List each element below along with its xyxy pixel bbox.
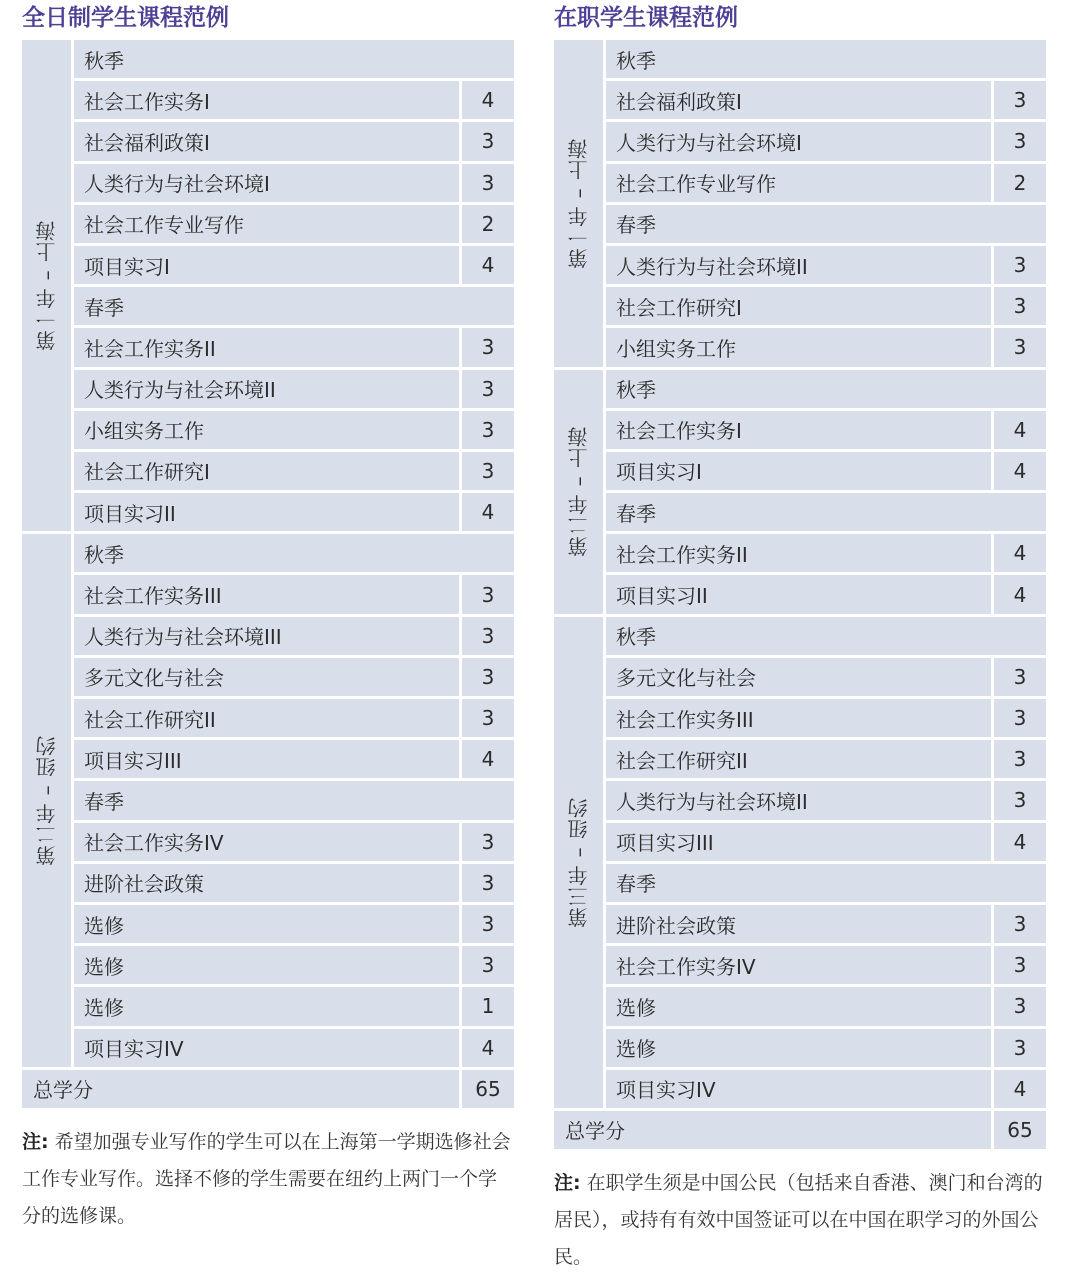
season-label: 秋季 [606,617,1046,655]
course-name: 进阶社会政策 [74,864,459,902]
course-credit: 4 [994,823,1046,861]
course-credit: 3 [462,575,514,613]
course-credit: 3 [994,987,1046,1025]
course-rows [74,534,514,1066]
course-name: 选修 [606,987,991,1025]
course-row [74,658,514,696]
course-credit: 2 [462,205,514,243]
parttime-title: 在职学生课程范例 [554,5,738,31]
course-name: 进阶社会政策 [606,905,991,943]
course-row [606,699,1046,737]
course-row [606,987,1046,1025]
course-name: 人类行为与社会环境III [74,617,459,655]
total-value: 65 [994,1111,1046,1149]
year-label: 第一年 – 上海 [35,220,59,351]
total-row [554,1111,1046,1149]
course-credit: 3 [462,699,514,737]
note-text: 希望加强专业写作的学生可以在上海第一学期选修社会工作专业写作。选择不修的学生需要在纽约上两门一个学分的选修课。 [22,1130,511,1227]
course-row [74,164,514,202]
course-row [606,946,1046,984]
course-credit: 2 [994,164,1046,202]
total-row [22,1070,514,1108]
season-label: 春季 [74,287,514,325]
season-row [606,205,1046,243]
course-row [74,740,514,778]
course-row [606,905,1046,943]
course-name: 项目实习IV [74,1029,459,1067]
course-row [74,411,514,449]
course-credit: 3 [462,370,514,408]
course-row [606,1029,1046,1067]
year-group [554,370,1046,614]
year-group [22,534,514,1066]
season-label: 秋季 [74,534,514,572]
course-credit: 3 [462,946,514,984]
course-credit: 4 [462,740,514,778]
year-group [554,40,1046,367]
course-row [74,946,514,984]
course-name: 社会工作实务III [606,699,991,737]
course-row [74,122,514,160]
course-row [606,287,1046,325]
course-credit: 3 [994,781,1046,819]
season-row [74,40,514,78]
course-name: 社会工作实务IV [606,946,991,984]
course-credit: 4 [994,411,1046,449]
course-row [74,328,514,366]
season-row [606,370,1046,408]
course-row [74,823,514,861]
course-credit: 3 [994,122,1046,160]
course-credit: 4 [462,1029,514,1067]
course-name: 项目实习IV [606,1070,991,1108]
course-name: 社会工作实务II [74,328,459,366]
course-rows [74,40,514,531]
course-credit: 3 [462,328,514,366]
course-credit: 3 [462,823,514,861]
parttime-note [554,1165,1046,1276]
course-credit: 3 [994,699,1046,737]
total-label: 总学分 [554,1111,991,1149]
course-row [74,905,514,943]
season-label: 秋季 [74,40,514,78]
course-row [74,205,514,243]
course-row [606,534,1046,572]
year-label-cell [554,40,603,367]
course-rows [606,370,1046,614]
course-row [606,164,1046,202]
note-label: 注: [554,1172,581,1195]
course-credit: 3 [994,1029,1046,1067]
course-name: 社会工作实务IV [74,823,459,861]
course-name: 社会工作研究II [74,699,459,737]
course-credit: 3 [462,164,514,202]
course-row [74,246,514,284]
course-credit: 3 [994,740,1046,778]
course-credit: 4 [994,575,1046,613]
note-label: 注: [22,1130,49,1153]
course-name: 项目实习III [606,823,991,861]
season-label: 秋季 [606,370,1046,408]
year-label: 第二年 – 上海 [567,426,591,557]
course-row [606,411,1046,449]
season-row [606,617,1046,655]
course-credit: 3 [462,122,514,160]
course-credit: 3 [462,658,514,696]
course-credit: 3 [462,905,514,943]
course-credit: 3 [994,946,1046,984]
total-label: 总学分 [22,1070,459,1108]
year-label-cell [22,534,71,1066]
course-credit: 4 [994,1070,1046,1108]
course-row [606,781,1046,819]
course-credit: 3 [462,617,514,655]
course-name: 多元文化与社会 [606,658,991,696]
season-row [606,864,1046,902]
season-row [74,534,514,572]
course-row [606,1070,1046,1108]
course-row [606,740,1046,778]
year-label-cell [554,370,603,614]
course-row [74,617,514,655]
course-row [606,823,1046,861]
course-name: 社会工作研究I [74,452,459,490]
year-group [554,617,1046,1108]
course-rows [606,617,1046,1108]
course-credit: 3 [994,328,1046,366]
course-row [606,452,1046,490]
year-label-cell [554,617,603,1108]
season-label: 春季 [606,205,1046,243]
course-row [606,658,1046,696]
course-row [74,81,514,119]
course-row [606,122,1046,160]
season-row [606,40,1046,78]
course-name: 项目实习II [74,493,459,531]
course-credit: 3 [994,246,1046,284]
course-credit: 4 [462,81,514,119]
course-row [74,987,514,1025]
course-name: 选修 [606,1029,991,1067]
course-name: 小组实务工作 [606,328,991,366]
course-name: 社会工作实务III [74,575,459,613]
parttime-table [554,40,1046,1149]
course-row [74,699,514,737]
course-credit: 3 [994,658,1046,696]
course-row [606,81,1046,119]
course-name: 社会工作实务I [74,81,459,119]
course-name: 社会福利政策I [606,81,991,119]
course-name: 项目实习III [74,740,459,778]
season-label: 春季 [74,781,514,819]
course-row [74,493,514,531]
fulltime-column [22,0,514,1235]
year-label: 第三年 – 纽约 [567,796,591,928]
course-credit: 3 [994,287,1046,325]
course-row [74,575,514,613]
course-row [74,370,514,408]
course-name: 社会工作研究I [606,287,991,325]
season-row [74,781,514,819]
course-row [606,246,1046,284]
course-row [74,452,514,490]
fulltime-table [22,40,514,1108]
course-credit: 4 [994,452,1046,490]
season-row [606,493,1046,531]
season-label: 春季 [606,864,1046,902]
year-label: 第一年 – 上海 [567,137,591,269]
course-rows [606,40,1046,367]
season-row [74,287,514,325]
course-credit: 3 [462,864,514,902]
course-row [606,328,1046,366]
course-name: 小组实务工作 [74,411,459,449]
course-name: 社会工作专业写作 [606,164,991,202]
course-name: 人类行为与社会环境II [606,246,991,284]
course-row [606,575,1046,613]
course-name: 人类行为与社会环境II [606,781,991,819]
course-name: 社会工作实务II [606,534,991,572]
note-text: 在职学生须是中国公民（包括来自香港、澳门和台湾的居民），或持有有效中国签证可以在中国在职学习的外国公民。 [554,1172,1043,1269]
year-label: 第二年 – 纽约 [35,735,59,866]
course-credit: 3 [994,905,1046,943]
total-value: 65 [462,1070,514,1108]
course-name: 项目实习II [606,575,991,613]
course-credit: 4 [994,534,1046,572]
course-name: 人类行为与社会环境I [606,122,991,160]
course-name: 人类行为与社会环境I [74,164,459,202]
course-name: 社会工作实务I [606,411,991,449]
course-row [74,864,514,902]
course-name: 项目实习I [74,246,459,284]
course-name: 多元文化与社会 [74,658,459,696]
fulltime-title: 全日制学生课程范例 [22,5,229,31]
course-name: 项目实习I [606,452,991,490]
course-row [74,1029,514,1067]
course-credit: 3 [462,411,514,449]
course-credit: 3 [462,452,514,490]
course-name: 社会工作研究II [606,740,991,778]
year-group [22,40,514,531]
course-name: 社会福利政策I [74,122,459,160]
course-name: 人类行为与社会环境II [74,370,459,408]
course-credit: 4 [462,493,514,531]
course-name: 社会工作专业写作 [74,205,459,243]
course-credit: 4 [462,246,514,284]
year-label-cell [22,40,71,531]
season-label: 春季 [606,493,1046,531]
course-name: 选修 [74,946,459,984]
course-credit: 3 [994,81,1046,119]
season-label: 秋季 [606,40,1046,78]
course-credit: 1 [462,987,514,1025]
fulltime-note [22,1124,514,1235]
course-name: 选修 [74,905,459,943]
parttime-column [554,0,1046,1276]
course-name: 选修 [74,987,459,1025]
